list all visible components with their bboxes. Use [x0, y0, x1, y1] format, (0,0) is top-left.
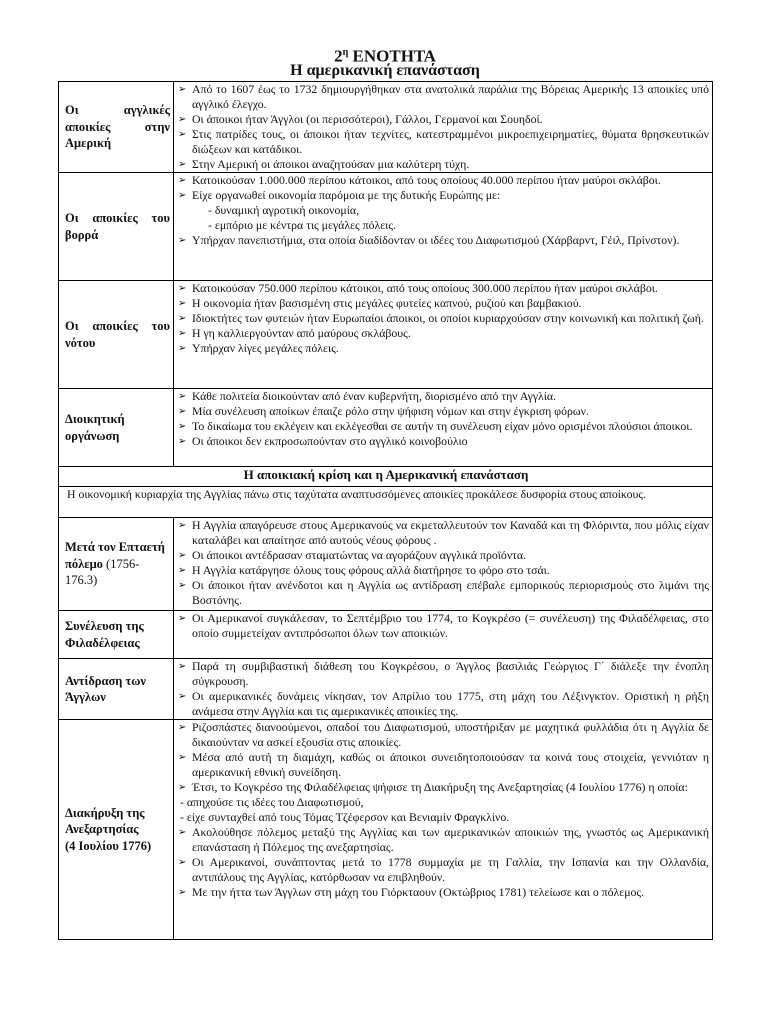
list-item: ➢ Οι άποικοι ήταν ανένδοτοι και η Αγγλία ως αντίδραση επέβαλε εμπορικούς περιορισμούς στο λιμάνι της Βοστόνης.: [178, 578, 709, 608]
sub-item: - δυναμική αγροτική οικονομία,: [208, 203, 360, 217]
row-content: [174, 518, 713, 611]
unit-heading: [58, 44, 712, 66]
unit-number: 2: [334, 46, 343, 66]
list-item: ➢ Από το 1607 έως το 1732 δημιουργήθηκαν στα ανατολικά παράλια της Βόρειας Αμερικής 13 αποικίες υπό αγγλικό έλεγχο.: [178, 82, 709, 112]
list-item: ➢ Ριζοσπάστες διανοούμενοι, οπαδοί του Διαφωτισμού, υποστήριξαν με μαχητικά φυλλάδια ότι η Αγγλία δε δικαιούνταν να ασκεί εξουσία στις αποικίες.: [178, 720, 709, 750]
row-label-after-seven-years-war: [59, 518, 174, 611]
table-row: [59, 82, 713, 173]
row-content: [174, 173, 713, 281]
document-page: [58, 44, 712, 940]
table-row: [59, 720, 713, 940]
table-row: [59, 281, 713, 389]
row-label-administration: Διοικητική οργάνωση: [59, 389, 174, 467]
list-item: ➢ Οι άποικοι ήταν Άγγλοι (οι περισσότεροι), Γάλλοι, Γερμανοί και Σουηδοί.: [178, 112, 709, 127]
table-row: [59, 659, 713, 720]
table-row: [59, 611, 713, 659]
list-item: ➢ Η Αγγλία κατάργησε όλους τους φόρους αλλά διατήρησε το φόρο στο τσάι.: [178, 563, 709, 578]
list-item: ➢ Στις πατρίδες τους, οι άποικοι ήταν τεχνίτες, κατεστραμμένοι μικροεπιχειρηματίες, θύματα θρησκευτικών διώξεων και κατάδικοι.: [178, 127, 709, 157]
row-label-text: Διακήρυξη της Ανεξαρτησίας: [65, 805, 145, 837]
list-item: ➢ Με την ήττα των Άγγλων στη μάχη του Γιόρκταουν (Οκτώβριος 1781) τελείωσε και ο πόλεμος.: [178, 885, 709, 900]
table-row: [59, 487, 713, 518]
row-label-years: (1756-176.3): [65, 556, 140, 588]
row-content: [174, 611, 713, 659]
content-table: [58, 81, 713, 940]
page-title: Η αμερικανική επανάσταση: [290, 62, 480, 79]
list-item: ➢ Οι αμερικανικές δυνάμεις νίκησαν, τον Απρίλιο του 1775, στη μάχη του Λέξινγκτον. Οριστική η ρήξη ανάμεσα στην Αγγλία και τις αμερικανικές αποικίες της.: [178, 689, 709, 719]
list-item: ➢ Στην Αμερική οι άποικοι αναζητούσαν μια καλύτερη τύχη.: [178, 157, 709, 172]
list-item: ➢ Παρά τη συμβιβαστική διάθεση του Κογκρέσου, ο Άγγλος βασιλιάς Γεώργιος Γ΄ διάλεξε την ένοπλη σύγκρουση.: [178, 659, 709, 689]
row-content: [174, 720, 713, 940]
sub-item: - απηχούσε τις ιδέες του Διαφωτισμού,: [180, 795, 364, 809]
table-row: [59, 173, 713, 281]
row-content: [174, 82, 713, 173]
list-item: ➢ Οι άποικοι δεν εκπροσωπούνταν στο αγγλικό κοινοβούλιο: [178, 434, 709, 449]
list-item: ➢ Έτσι, το Κογκρέσο της Φιλαδέλφειας ψήφισε τη Διακήρυξη της Ανεξαρτησίας (4 Ιουλίου 1776) η οποία:: [178, 780, 709, 795]
sub-item: - είχε συνταχθεί από τους Τόμας Τζέφερσον και Βενιαμίν Φραγκλίνο.: [180, 810, 510, 824]
list-item: ➢ Μέσα από αυτή τη διαμάχη, καθώς οι άποικοι συνειδητοποιούσαν τα κοινά τους στοιχεία, γεννιόταν η αμερικανική εθνική συνείδηση.: [178, 750, 709, 780]
list-item: ➢ Η Αγγλία απαγόρευσε στους Αμερικανούς να εκμεταλλευτούν τον Καναδά και τη Φλόριντα, που μόλις είχαν καταλάβει και απαίτησε από αυτούς νέους φόρους .: [178, 518, 709, 548]
sub-item: - εμπόριο με κέντρα τις μεγάλες πόλεις.: [208, 218, 396, 232]
list-item: ➢ Κατοικούσαν 1.000.000 περίπου κάτοικοι, από τους οποίους 40.000 περίπου ήταν μαύροι σκλάβοι.: [178, 173, 709, 188]
list-item: ➢ Οι Αμερικανοί συγκάλεσαν, το Σεπτέμβριο του 1774, το Κογκρέσο (= συνέλευση) της Φιλαδέλφειας, στο οποίο συμμετείχαν αντιπρόσωποι όλων των αποικιών.: [178, 611, 709, 641]
section-intro: Η οικονομική κυριαρχία της Αγγλίας πάνω στις ταχύτατα αναπτυσσόμενες αποικίες προκάλεσε δυσφορία στους αποίκους.: [59, 487, 713, 518]
row-label-south-colonies: Οι αποικίες του νότου: [59, 281, 174, 389]
row-label-date: (4 Ιουλίου 1776): [65, 838, 152, 853]
list-item: ➢ Η γη καλλιεργούνταν από μαύρους σκλάβους.: [178, 326, 709, 341]
unit-word: ΕΝΟΤΗΤΑ: [352, 46, 436, 66]
list-item: ➢ Είχε οργανωθεί οικονομία παρόμοια με της δυτικής Ευρώπης με:: [178, 188, 709, 203]
table-row: [59, 518, 713, 611]
list-item: ➢ Μία συνέλευση αποίκων έπαιζε ρόλο στην ψήφιση νόμων και στην έγκριση φόρων.: [178, 404, 709, 419]
list-item: ➢ Κάθε πολιτεία διοικούνταν από έναν κυβερνήτη, διορισμένο από την Αγγλία.: [178, 389, 709, 404]
row-content: [174, 281, 713, 389]
list-item: ➢ Οι άποικοι αντέδρασαν σταματώντας να αγοράζουν αγγλικά προϊόντα.: [178, 548, 709, 563]
list-item: ➢ Ακολούθησε πόλεμος μεταξύ της Αγγλίας και των αμερικανικών αποικιών της, γνωστός ως Αμερικανική επανάσταση ή Πόλεμος της ανεξαρτησίας.: [178, 825, 709, 855]
row-label-north-colonies: Οι αποικίες του βορρά: [59, 173, 174, 281]
list-item: ➢ Υπήρχαν πανεπιστήμια, στα οποία διαδίδονταν οι ιδέες του Διαφωτισμού (Χάρβαρντ, Γέιλ, Πρίνστον).: [178, 233, 709, 248]
row-content: [174, 389, 713, 467]
section-header: Η αποικιακή κρίση και η Αμερικανική επανάσταση: [59, 467, 713, 487]
table-row: [59, 467, 713, 487]
list-item: ➢ Κατοικούσαν 750.000 περίπου κάτοικοι, από τους οποίους 300.000 περίπου ήταν μαύροι σκλάβοι.: [178, 281, 709, 296]
row-content: [174, 659, 713, 720]
row-label-philadelphia-congress: Συνέλευση της Φιλαδέλφειας: [59, 611, 174, 659]
row-label-text: Μετά τον Επταετή πόλεμο: [65, 540, 165, 571]
list-item: ➢ Η οικονομία ήταν βασισμένη στις μεγάλες φυτείες καπνού, ρυζιού και βαμβακιού.: [178, 296, 709, 311]
unit-superscript: η: [342, 47, 349, 58]
list-item: ➢ Οι Αμερικανοί, συνάπτοντας μετά το 1778 συμμαχία με τη Γαλλία, την Ισπανία και την Ολλανδία, αντιπάλους της Αγγλίας, κατόρθωσαν να επιβληθούν.: [178, 855, 709, 885]
list-item: ➢ Ιδιοκτήτες των φυτειών ήταν Ευρωπαίοι άποικοι, οι οποίοι κυριαρχούσαν στην κοινωνική και πολιτική ζωή.: [178, 311, 709, 326]
list-item: ➢ Υπήρχαν λίγες μεγάλες πόλεις.: [178, 341, 709, 356]
row-label-declaration-of-independence: [59, 720, 174, 940]
row-label-english-reaction: Αντίδραση των Άγγλων: [59, 659, 174, 720]
row-label-english-colonies: Οι αγγλικές αποικίες στην Αμερική: [59, 82, 174, 173]
table-row: [59, 389, 713, 467]
list-item: ➢ Το δικαίωμα του εκλέγειν και εκλέγεσθαι σε αυτήν τη συνέλευση είχαν μόνο ορισμένοι πλούσιοι άποικοι.: [178, 419, 709, 434]
